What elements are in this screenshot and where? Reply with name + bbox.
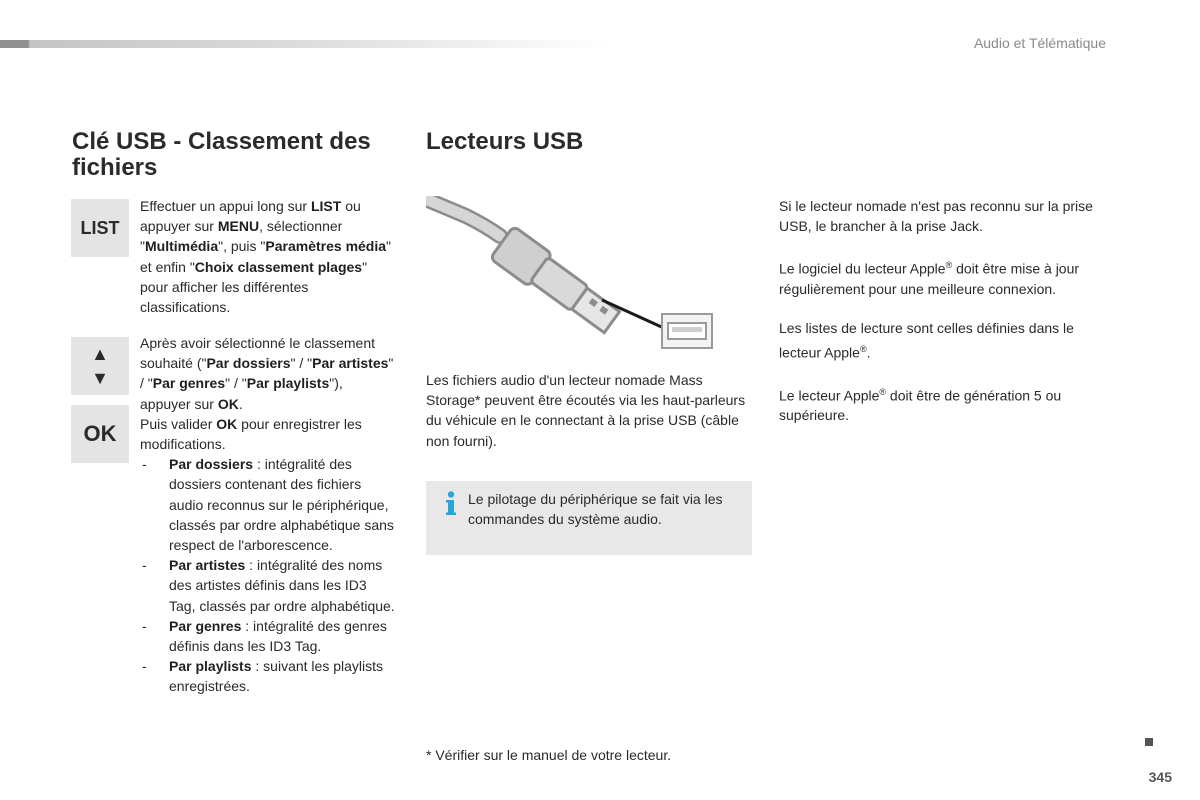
left-heading: Clé USB - Classement des fichiers	[72, 128, 371, 181]
classification-instructions	[140, 333, 395, 697]
bold-multimedia: Multimédia	[144, 238, 219, 255]
registered-mark: ®	[879, 386, 887, 397]
text-run: Après avoir sélectionné le classement souhaité ("	[140, 335, 376, 372]
list-key-icon	[71, 199, 129, 257]
list-item	[140, 656, 395, 696]
text-run: Le lecteur Apple	[779, 387, 880, 404]
text-run: " / "	[225, 375, 247, 392]
software-paragraph	[779, 255, 1114, 299]
text-run: ou appuyer sur	[140, 198, 361, 235]
page-number: 345	[1148, 769, 1172, 785]
right-column	[779, 196, 1114, 445]
bold-genres: Par genres	[152, 375, 226, 392]
text-run: Puis valider	[140, 415, 217, 432]
ok-key-icon	[71, 405, 129, 463]
section-title: Audio et Télématique	[973, 35, 1106, 51]
item-desc: : suivant les playlists enregistrées.	[169, 658, 383, 695]
item-desc: : intégralité des noms des artistes définis dans les ID3 Tag, classés par ordre alphabétique.	[169, 557, 395, 614]
text-run: " / "	[140, 355, 394, 392]
footnote: * Vérifier sur le manuel de votre lecteur.	[426, 747, 672, 763]
text-run: doit être mise à jour régulièrement pour une meilleure connexion.	[779, 261, 1080, 298]
text-run: , sélectionner "	[140, 218, 343, 255]
usb-description: Les fichiers audio d'un lecteur nomade Mass Storage* peuvent être écoutés via les haut-parleurs du véhicule en le connectant à la prise USB (câble non fourni).	[426, 372, 746, 449]
item-desc: : intégralité des dossiers contenant des fichiers audio reconnus sur le périphérique, classés par ordre alphabétique sans respect de l'arborescence.	[169, 456, 394, 554]
info-note	[426, 481, 752, 555]
jack-paragraph: Si le lecteur nomade n'est pas reconnu sur la prise USB, le brancher à la prise Jack.	[779, 198, 1093, 235]
up-arrow-icon: ▲	[91, 344, 109, 364]
down-arrow-icon: ▼	[91, 368, 109, 388]
bold-ok: OK	[217, 395, 239, 412]
bold-choix: Choix classement plages	[194, 258, 363, 275]
bold-menu: MENU	[217, 218, 260, 235]
list-item	[140, 454, 395, 555]
text-run: Le logiciel du lecteur Apple	[779, 261, 946, 278]
bold-ok: OK	[216, 415, 238, 432]
item-desc: : intégralité des genres définis dans les ID3 Tag.	[169, 617, 387, 655]
bold-dossiers: Par dossiers	[206, 355, 291, 372]
item-term: Par playlists	[169, 658, 252, 675]
text-run: Les listes de lecture sont celles définies dans le lecteur Apple	[779, 320, 1074, 361]
validate-paragraph	[140, 414, 395, 454]
item-term: Par genres	[169, 617, 242, 634]
text-run: Effectuer un appui long sur	[140, 198, 311, 214]
list-item	[140, 616, 395, 656]
registered-mark: ®	[859, 343, 867, 354]
text-run: " pour afficher les différentes classifications.	[140, 258, 368, 316]
usb-plug-illustration-icon	[426, 196, 726, 356]
text-run: .	[866, 344, 871, 361]
playlist-paragraph	[779, 318, 1114, 362]
bold-list: LIST	[310, 198, 342, 214]
bold-parametres: Paramètres média	[265, 238, 387, 255]
registered-mark: ®	[945, 260, 953, 271]
list-key-label: LIST	[80, 217, 120, 238]
text-run: pour enregistrer les modifications.	[140, 415, 362, 453]
selection-paragraph	[140, 333, 395, 414]
bold-playlists: Par playlists	[246, 375, 330, 392]
info-icon	[444, 491, 458, 517]
header-bar	[0, 40, 610, 48]
text-run: "), appuyer sur	[140, 375, 343, 412]
item-term: Par artistes	[169, 557, 246, 574]
text-run: .	[238, 395, 243, 412]
ok-key-label: OK	[83, 421, 117, 446]
text-run: ", puis "	[218, 238, 266, 255]
classification-list	[140, 454, 395, 696]
info-note-text: Le pilotage du périphérique se fait via les commandes du système audio.	[468, 491, 723, 528]
list-item	[140, 555, 395, 616]
generation-paragraph	[779, 382, 1114, 426]
bold-artistes: Par artistes	[312, 355, 389, 372]
arrow-keys-icon	[71, 337, 129, 395]
item-term: Par dossiers	[169, 456, 254, 473]
text-run: doit être de génération 5 ou supérieure.	[779, 387, 1062, 424]
text-run: " / "	[290, 355, 313, 372]
text-run: " et enfin "	[140, 238, 392, 275]
middle-heading: Lecteurs USB	[426, 128, 584, 155]
list-instructions	[140, 196, 395, 317]
end-of-section-marker	[1145, 738, 1153, 746]
